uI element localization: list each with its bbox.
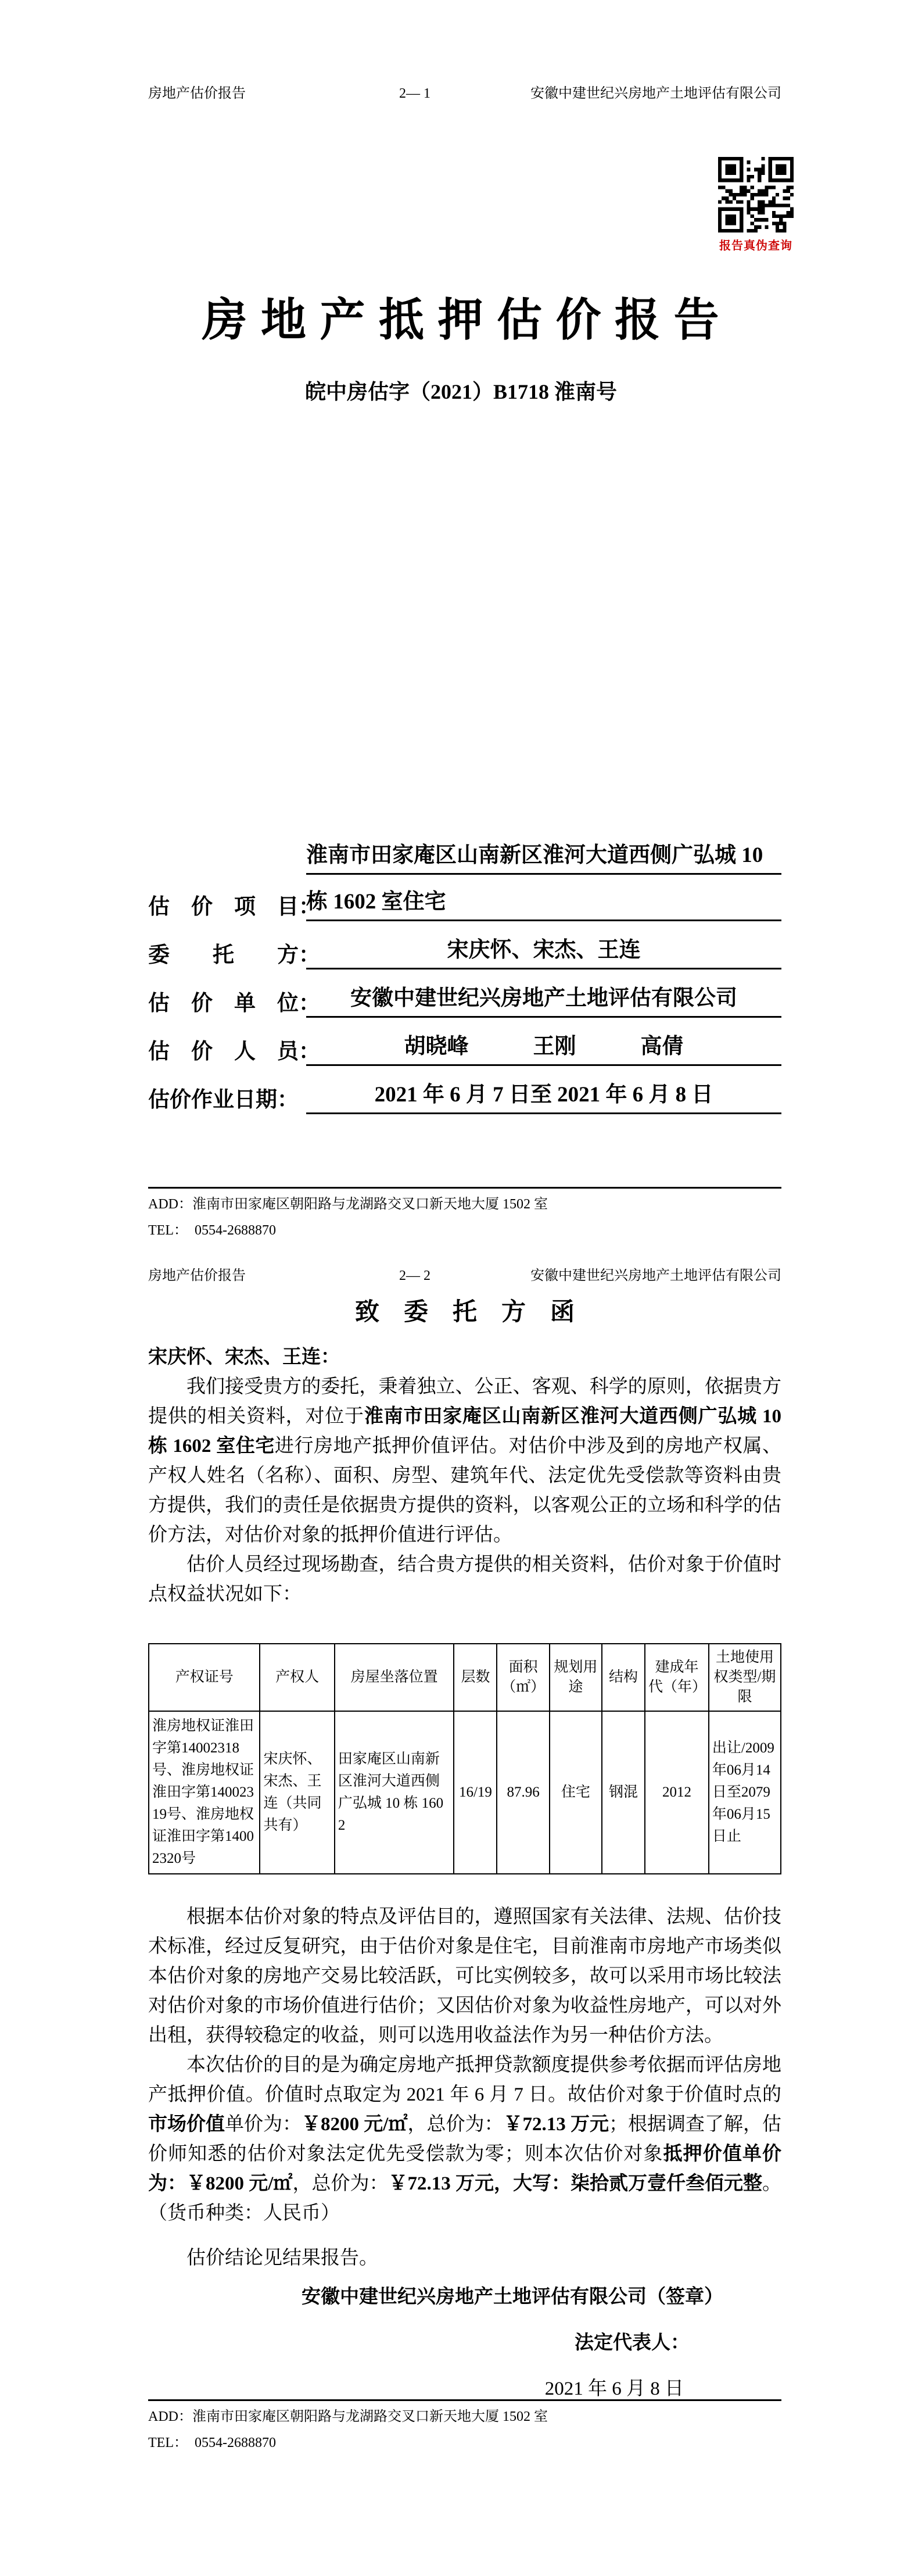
page2-header xyxy=(148,1267,781,1288)
qr-caption: 报告真伪查询 xyxy=(719,239,792,252)
col-owner: 产权人 xyxy=(260,1644,334,1711)
col-use: 规划用途 xyxy=(550,1644,602,1711)
field-staff-label: 估 价 人 员： xyxy=(148,1040,320,1064)
page2-footer xyxy=(148,2399,781,2460)
field-agency-label: 估 价 单 位： xyxy=(148,992,320,1015)
col-cert-no: 产权证号 xyxy=(149,1644,260,1711)
table-row xyxy=(149,1711,781,1874)
col-land-tenure: 土地使用权类型/期限 xyxy=(709,1644,781,1711)
cell-owner: 宋庆怀、宋杰、王连（共同共有） xyxy=(260,1711,334,1874)
col-location: 房屋坐落位置 xyxy=(335,1644,454,1711)
table-header-row xyxy=(149,1644,781,1711)
footer-telephone: TEL： 0554-2688870 xyxy=(148,2435,276,2450)
field-client-value: 宋庆怀、宋杰、王连 xyxy=(306,936,781,969)
signature-legal-rep: 法定代表人： xyxy=(575,2332,690,2353)
col-structure: 结构 xyxy=(602,1644,645,1711)
signature-date: 2021 年 6 月 8 日 xyxy=(544,2378,684,2399)
header-page-number: 2— 1 xyxy=(399,86,430,101)
footer-address: ADD：淮南市田家庵区朝阳路与龙湖路交叉口新天地大厦 1502 室 xyxy=(148,1197,548,1212)
letter-salutation: 宋庆怀、宋杰、王连： xyxy=(148,1347,340,1368)
field-client-label: 委 托 方： xyxy=(148,943,320,967)
signature-company: 安徽中建世纪兴房地产土地评估有限公司（签章） xyxy=(302,2287,723,2307)
qr-code-icon xyxy=(718,157,794,232)
col-year-built: 建成年代（年） xyxy=(645,1644,709,1711)
footer-address: ADD：淮南市田家庵区朝阳路与龙湖路交叉口新天地大厦 1502 室 xyxy=(148,2409,548,2424)
field-agency-value: 安徽中建世纪兴房地产土地评估有限公司 xyxy=(306,985,781,1018)
para-conclusion: 估价结论见结果报告。 xyxy=(186,2248,378,2269)
field-project xyxy=(148,842,781,921)
cell-cert-no: 淮房地权证淮田字第14002318号、淮房地权证淮田字第14002319号、淮房地权证淮田字第14002320号 xyxy=(149,1711,260,1874)
para-valuation-result: 本次估价的目的是为确定房地产抵押贷款额度提供参考依据而评估房地产抵押价值。价值时点取定为 2021 年 6 月 7 日。故估价对象于价值时点的市场价值单价为：￥8200 元/㎡，总价为：￥72.13 万元；根据调查了解，估价师知悉的估价对象法定优先受偿款为零；则本次估价对象抵押价值单价为：￥8200 元/㎡，总价为：￥72.13 万元，大写：柒拾贰万壹仟叁佰元整。（货币种类：人民币） xyxy=(148,2055,782,2224)
report-title: 房 地 产 抵 押 估 价 报 告 xyxy=(202,295,720,345)
page1-footer xyxy=(148,1187,781,1248)
cell-use: 住宅 xyxy=(550,1711,602,1874)
col-floor: 层数 xyxy=(454,1644,497,1711)
field-project-value-line2: 栋 1602 室住宅 xyxy=(306,888,781,921)
cell-location: 田家庵区山南新区淮河大道西侧广弘城 10 栋 1602 xyxy=(335,1711,454,1874)
para-methodology: 根据本估价对象的特点及评估目的，遵照国家有关法律、法规、估价技术标准，经过反复研究，由于估价对象是住宅，目前淮南市房地产市场类似本估价对象的房地产交易比较活跃，可比实例较多，故可以采用市场比较法对估价对象的市场价值进行估价；又因估价对象为收益性房地产，可以对外出租，获得较稳定的收益，则可以选用收益法作为另一种估价方法。 xyxy=(148,1906,781,2046)
header-company: 安徽中建世纪兴房地产土地评估有限公司 xyxy=(530,1268,781,1283)
cell-structure: 钢混 xyxy=(602,1711,645,1874)
para-commission: 我们接受贵方的委托，秉着独立、公正、客观、科学的原则，依据贵方提供的相关资料，对位于淮南市田家庵区山南新区淮河大道西侧广弘城 10 栋 1602 室住宅进行房地产抵押价值评估。对估价中涉及到的房地产权属、产权人姓名（名称）、面积、房型、建筑年代、法定优先受偿款等资料由贵方提供，我们的责任是依据贵方提供的资料，以客观公正的立场和科学的估价方法，对估价对象的抵押价值进行评估。 xyxy=(148,1376,782,1545)
footer-telephone: TEL： 0554-2688870 xyxy=(148,1223,276,1238)
header-page-number: 2— 2 xyxy=(399,1268,430,1283)
cell-year-built: 2012 xyxy=(645,1711,709,1874)
report-doc-number: 皖中房估字（2021）B1718 淮南号 xyxy=(304,380,617,403)
field-work-date-label: 估价作业日期： xyxy=(148,1088,299,1112)
para-survey: 估价人员经过现场勘查，结合贵方提供的相关资料，估价对象于价值时点权益状况如下： xyxy=(148,1554,781,1605)
field-staff xyxy=(148,1033,781,1066)
field-staff-value: 胡晓峰 王刚 高倩 xyxy=(306,1033,781,1066)
cell-area: 87.96 xyxy=(497,1711,549,1874)
cell-land-tenure: 出让/2009年06月14日至2079年06月15日止 xyxy=(709,1711,781,1874)
col-area: 面积（㎡） xyxy=(497,1644,549,1711)
header-doc-title: 房地产估价报告 xyxy=(148,1268,246,1283)
letter-title: 致 委 托 方 函 xyxy=(354,1299,575,1326)
field-work-date-value: 2021 年 6 月 7 日至 2021 年 6 月 8 日 xyxy=(306,1081,781,1114)
cell-floor: 16/19 xyxy=(454,1711,497,1874)
field-agency xyxy=(148,985,781,1018)
property-rights-table xyxy=(148,1643,781,1874)
page1-header xyxy=(148,85,781,106)
header-company: 安徽中建世纪兴房地产土地评估有限公司 xyxy=(530,86,781,101)
letter-body xyxy=(148,1296,781,2404)
field-client xyxy=(148,936,781,969)
field-project-value xyxy=(306,842,781,921)
header-doc-title: 房地产估价报告 xyxy=(148,86,246,101)
qr-block xyxy=(717,157,795,253)
field-project-value-line1: 淮南市田家庵区山南新区淮河大道西侧广弘城 10 xyxy=(306,842,781,875)
field-work-date xyxy=(148,1081,781,1114)
field-project-label: 估 价 项 目： xyxy=(148,895,320,919)
cover-fields xyxy=(148,842,781,1129)
